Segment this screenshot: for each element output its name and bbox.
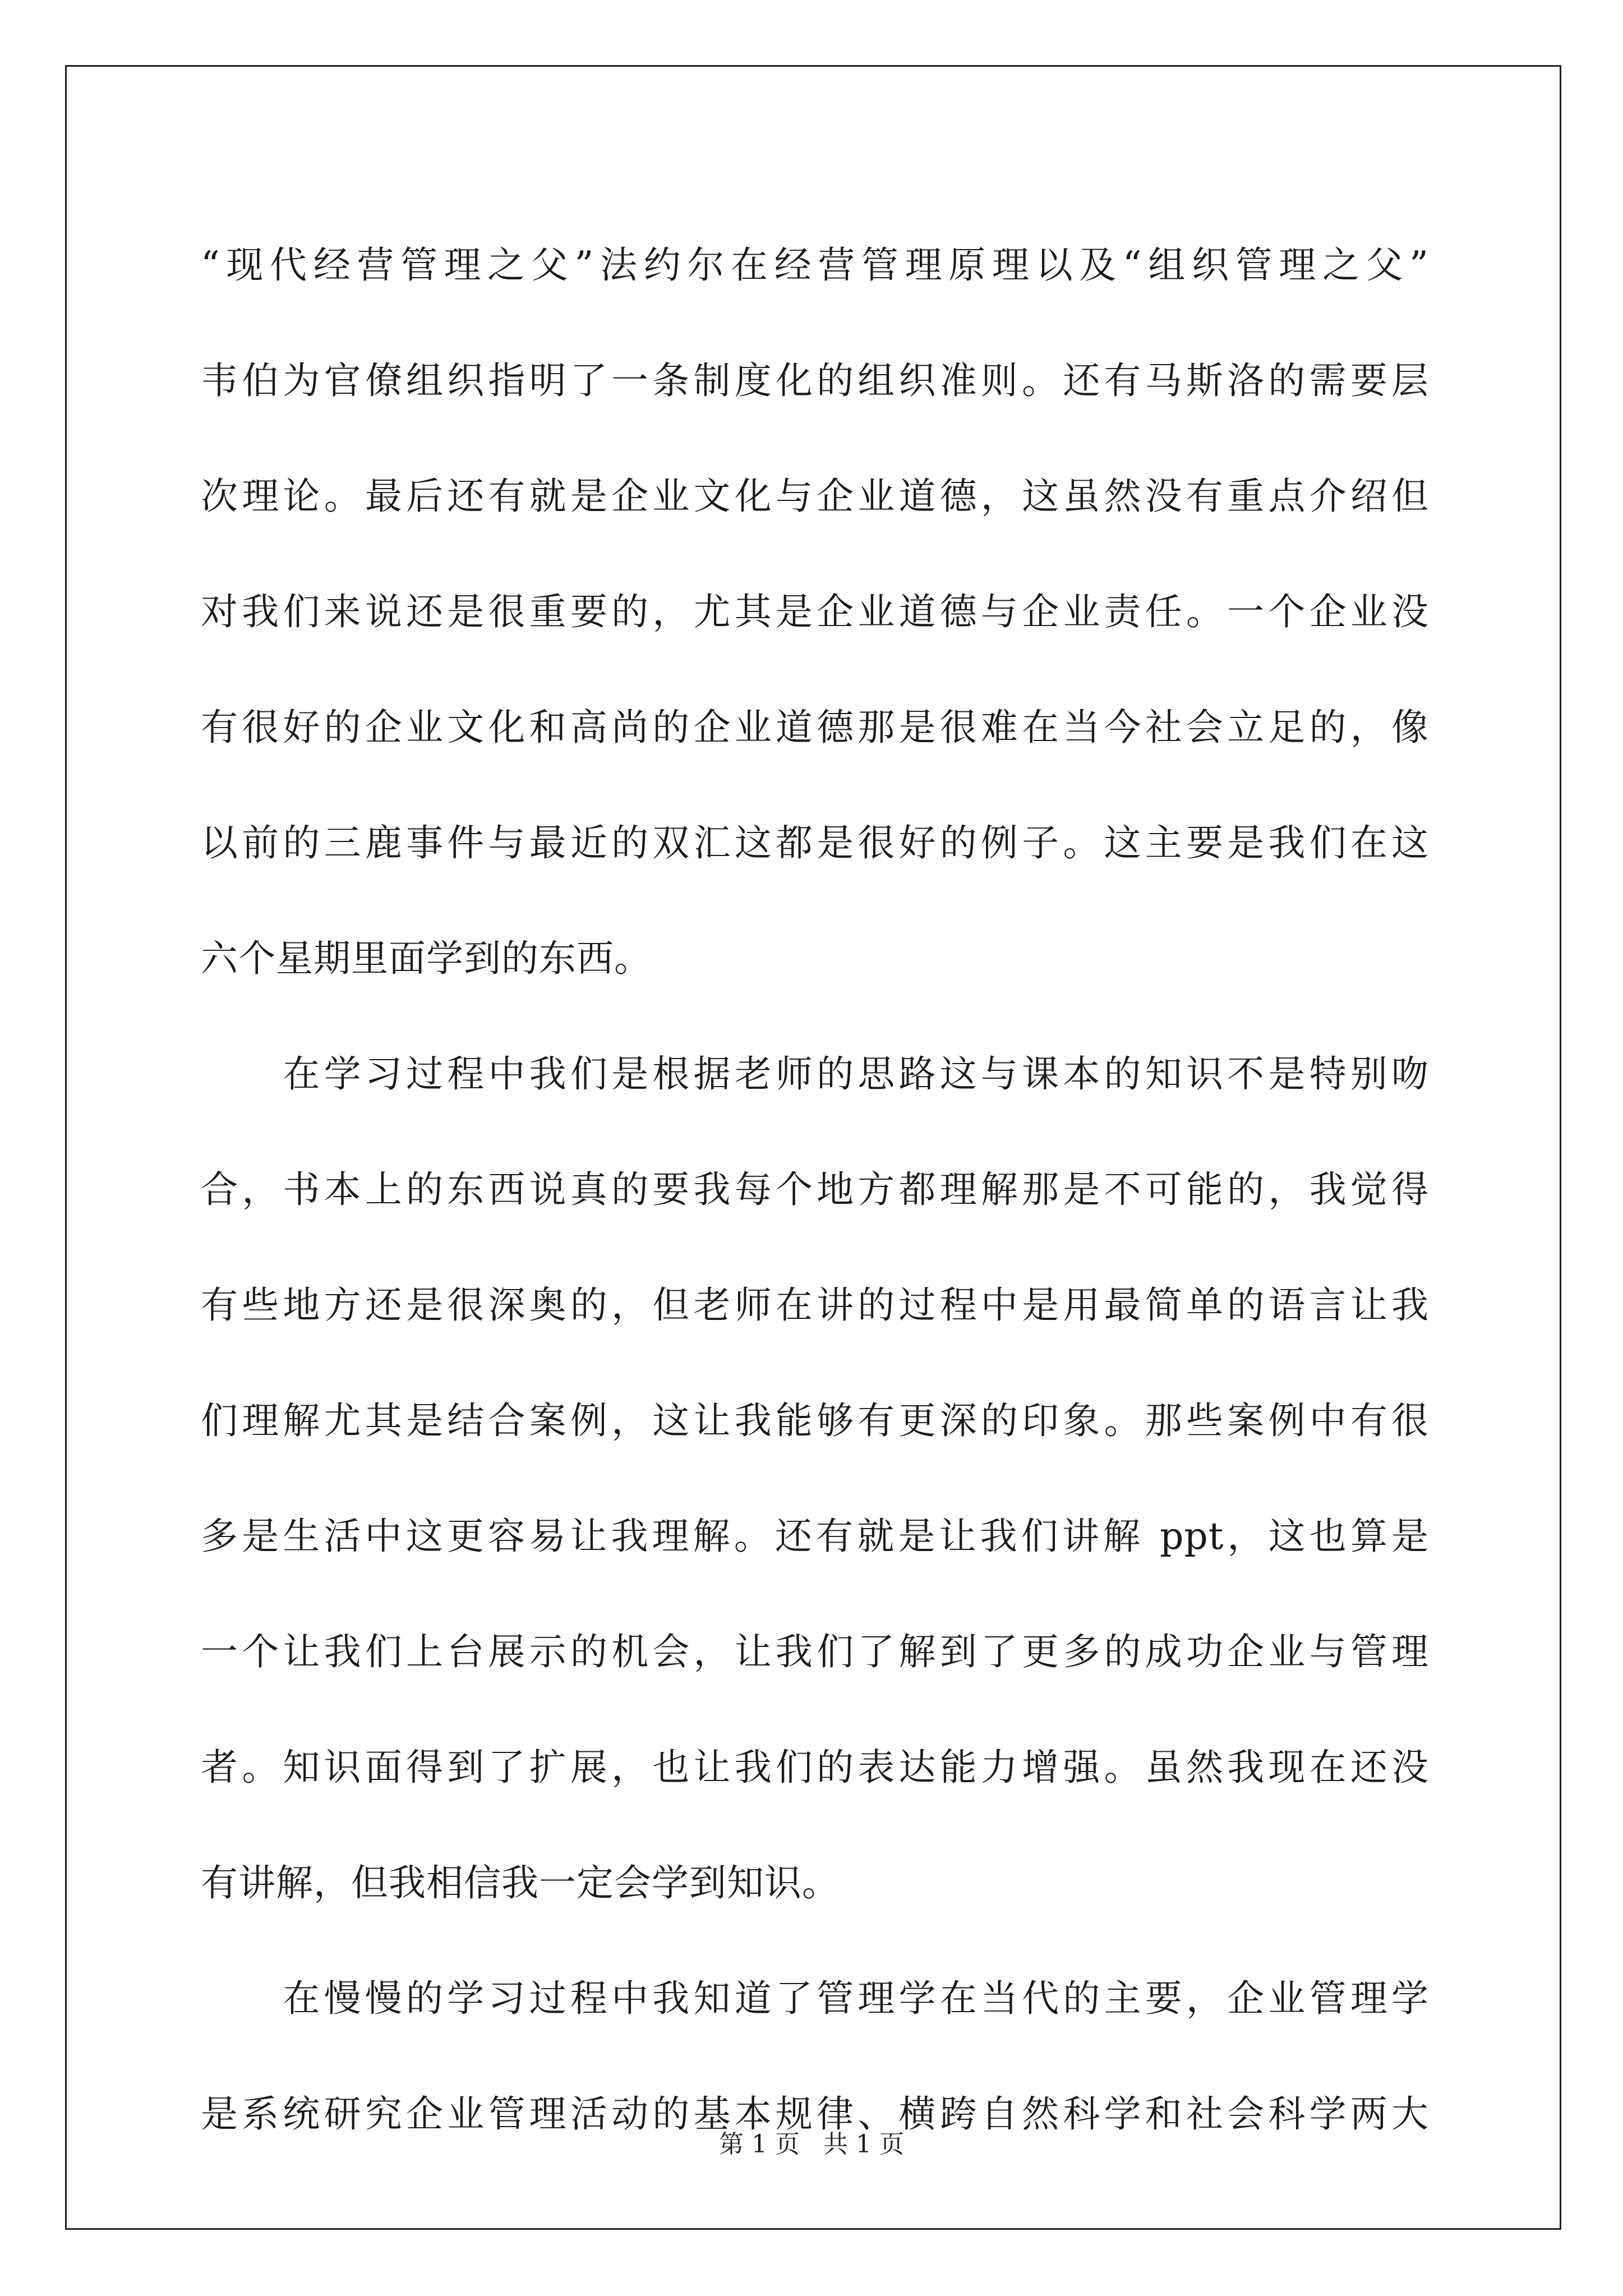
text-line: 有些地方还是很深奥的，但老师在讲的过程中是用最简单的语言让我 (201, 1283, 1429, 1327)
text-line: 有讲解，但我相信我一定会学到知识。 (201, 1861, 840, 1904)
text-line: 以前的三鹿事件与最近的双汇这都是很好的例子。这主要是我们在这 (201, 821, 1429, 864)
text-line: 多是生活中这更容易让我理解。还有就是让我们讲解 ppt，这也算是 (201, 1515, 1429, 1558)
text-line: 有很好的企业文化和高尚的企业道德那是很难在当今社会立足的，像 (201, 706, 1429, 749)
text-line: 一个让我们上台展示的机会，让我们了解到了更多的成功企业与管理 (201, 1630, 1429, 1673)
document-body (201, 208, 1429, 2172)
text-line: 次理论。最后还有就是企业文化与企业道德，这虽然没有重点介绍但 (201, 475, 1429, 518)
text-line: 是系统研究企业管理活动的基本规律、横跨自然科学和社会科学两大 (201, 2092, 1429, 2136)
text-line: 韦伯为官僚组织指明了一条制度化的组织准则。还有马斯洛的需要层 (201, 359, 1429, 402)
text-line: 合，书本上的东西说真的要我每个地方都理解那是不可能的，我觉得 (201, 1168, 1429, 1211)
text-line: 者。知识面得到了扩展，也让我们的表达能力增强。虽然我现在还没 (201, 1746, 1429, 1789)
text-line: 对我们来说还是很重要的，尤其是企业道德与企业责任。一个企业没 (201, 590, 1429, 633)
text-line: 在慢慢的学习过程中我知道了管理学在当代的主要，企业管理学 (201, 1977, 1429, 2020)
text-line: 们理解尤其是结合案例，这让我能够有更深的印象。那些案例中有很 (201, 1399, 1429, 1442)
text-line: 在学习过程中我们是根据老师的思路这与课本的知识不是特别吻 (201, 1052, 1429, 1096)
text-line: “现代经营管理之父”法约尔在经营管理原理以及“组织管理之父” (201, 243, 1429, 287)
page-footer (0, 2124, 1623, 2160)
text-line: 六个星期里面学到的东西。 (201, 937, 652, 980)
page-number: 第 1 页 (719, 2130, 800, 2159)
page-total: 共 1 页 (823, 2130, 904, 2159)
